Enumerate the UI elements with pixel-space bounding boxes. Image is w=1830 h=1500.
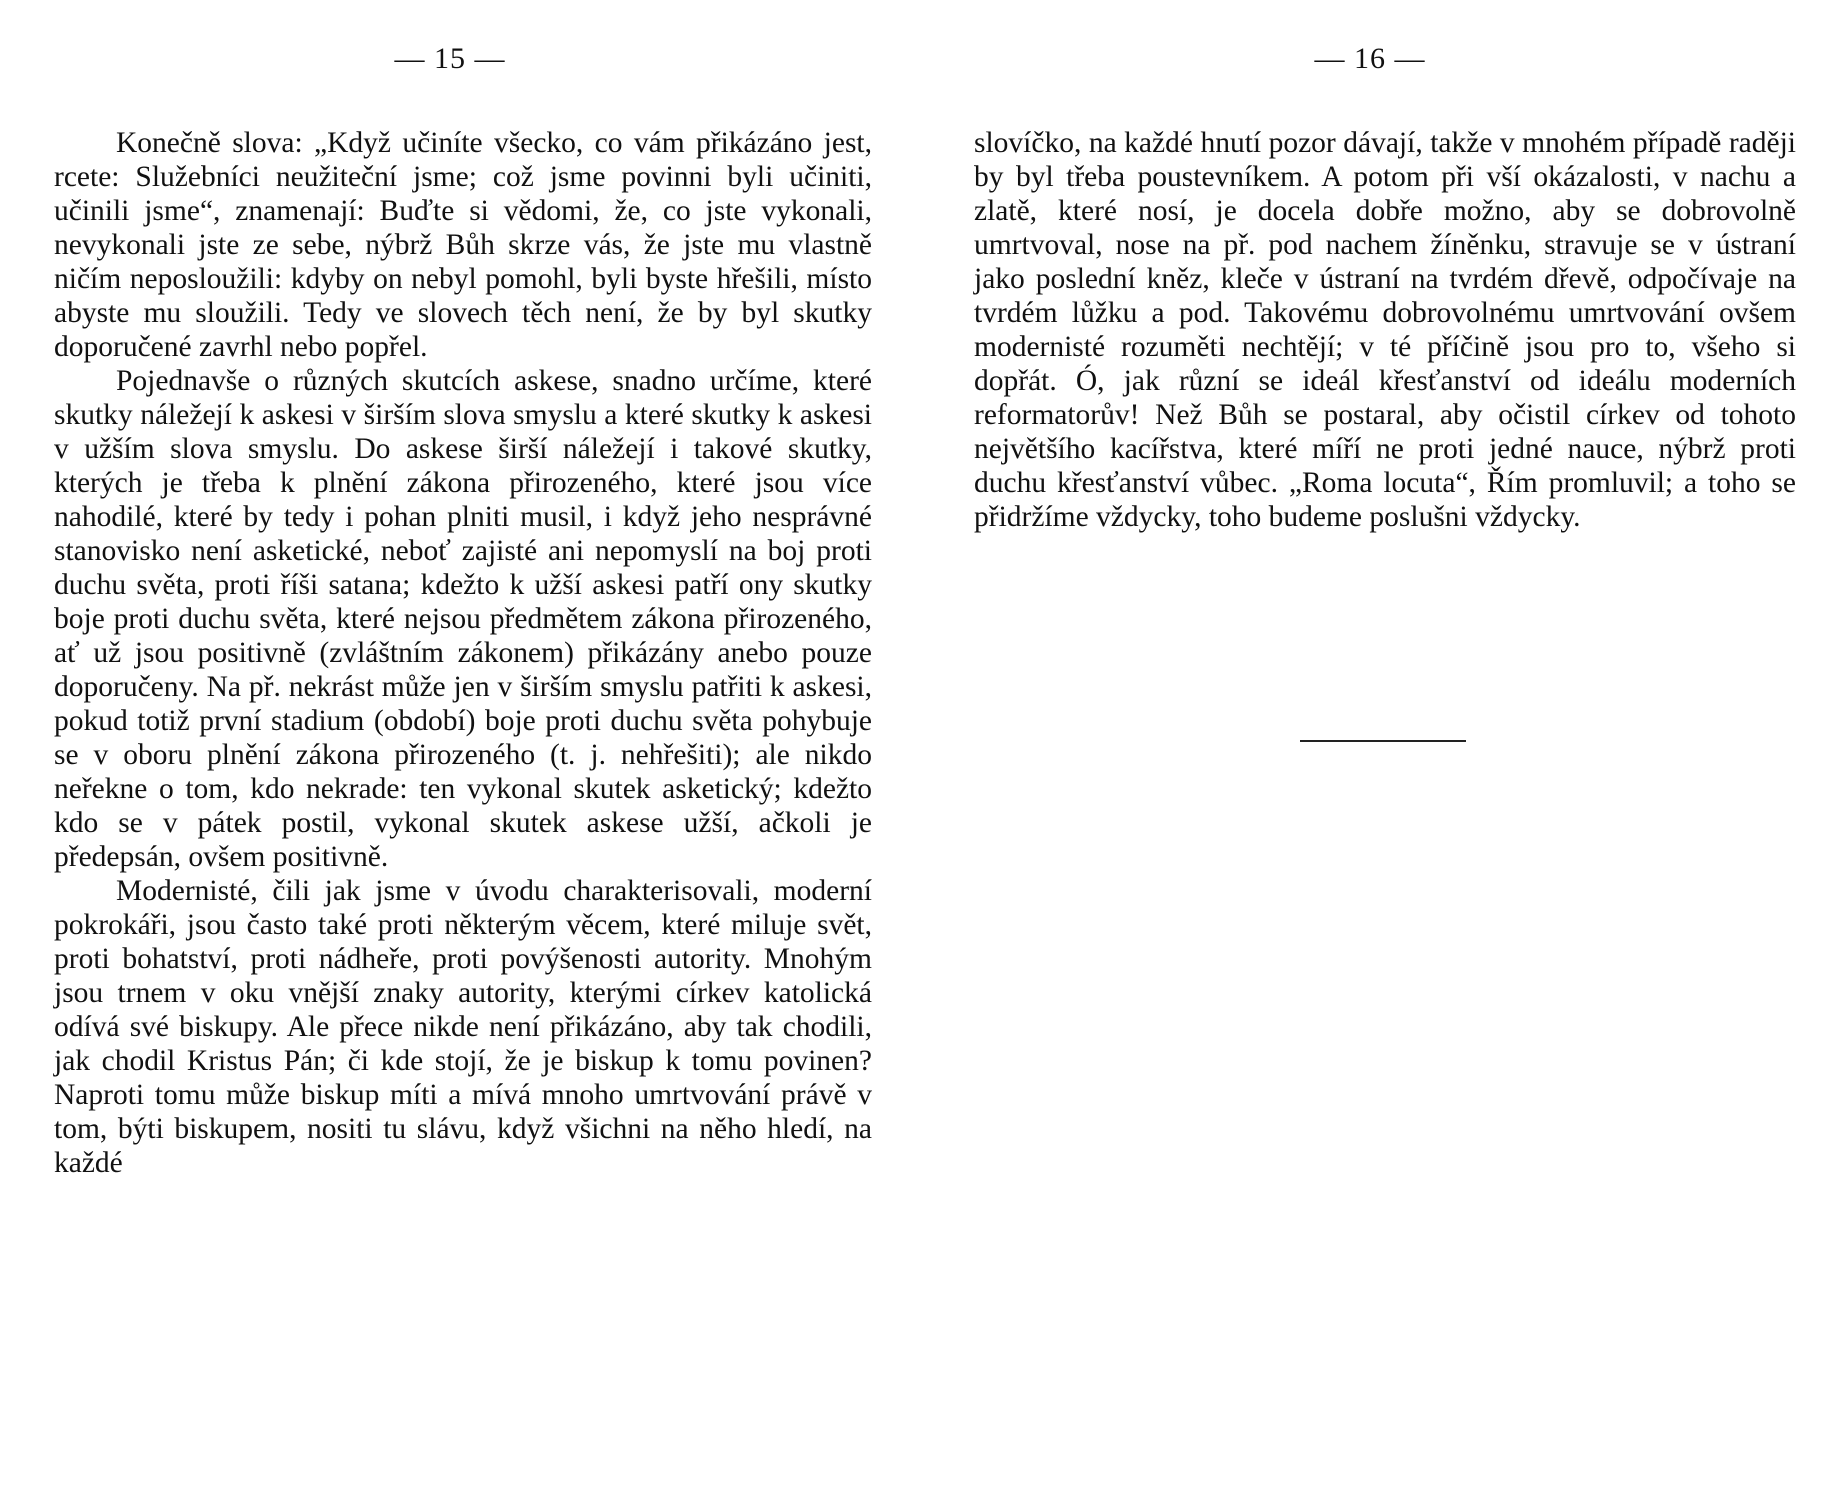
paragraph: Konečně slova: „Když učiníte všecko, co vám přikázáno jest, rcete: Služebníci neužiteční jsme; což jsme povinni byli učiniti, učinili jsme“, znamenají: Buďte si vědomi, že, co jste vykonali, nevykonali jste ze sebe, nýbrž Bůh skrze vás, že jste mu vlastně ničím neposloužili: kdyby on nebyl pomohl, byli byste hřešili, místo abyste mu sloužili. Tedy ve slovech těch není, že by byl skutky doporučené zavrhl nebo popřel. (54, 127, 872, 363)
paragraph: slovíčko, na každé hnutí pozor dávají, takže v mnohém případě raději by byl třeba poustevníkem. A potom při vší okázalosti, v nachu a zlatě, které nosí, je docela dobře možno, aby se dobrovolně umrtvoval, nose na př. pod nachem žíněnku, stravuje se v ústraní jako poslední kněz, kleče v ústraní na tvrdém dřevě, odpočívaje na tvrdém lůžku a pod. Takovému dobrovolnému umrtvování ovšem modernisté rozuměti nechtějí; v té příčině jsou pro to, všeho si dopřát. Ó, jak různí se ideál křesťanství od ideálu moderních reformatorův! Než Bůh se postaral, aby očistil církev od tohoto největšího kacířstva, které míří ne proti jedné nauce, nýbrž proti duchu křesťanství vůbec. „Roma locuta“, Řím promluvil; a toho se přidržíme vždycky, toho budeme poslušni vždycky. (974, 127, 1796, 533)
paragraph: Pojednavše o různých skutcích askese, snadno určíme, které skutky náležejí k askesi v širším slova smyslu a které skutky k askesi v užším slova smyslu. Do askese širší náležejí i takové skutky, kterých je třeba k plnění zákona přirozeného, které jsou více nahodilé, které by tedy i pohan plniti musil, i když jeho nesprávné stanovisko není asketické, neboť zajisté ani nepomyslí na boj proti duchu světa, proti říši satana; kdežto k užší askesi patří ony skutky boje proti duchu světa, které nejsou předmětem zákona přirozeného, ať už jsou positivně (zvláštním zákonem) přikázány anebo pouze doporučeny. Na př. nekrást může jen v širším smyslu patřiti k askesi, pokud totiž první stadium (období) boje proti duchu světa pohybuje se v oboru plnění zákona přirozeného (t. j. nehřešiti); ale nikdo neřekne o tom, kdo nekrade: ten vykonal skutek asketický; kdežto kdo se v pátek postil, vykonal skutek askese užší, ačkoli je předepsán, ovšem positivně. (54, 365, 872, 873)
section-end-rule (1300, 740, 1466, 742)
page-number-right: — 16 — (1314, 42, 1426, 75)
right-page-text (974, 126, 1796, 534)
right-page (974, 0, 1794, 1500)
page-number-left: — 15 — (394, 42, 506, 75)
paragraph: Modernisté, čili jak jsme v úvodu charakterisovali, moderní pokrokáři, jsou často také proti některým věcem, které miluje svět, proti bohatství, proti nádheře, proti povýšenosti autority. Mnohým jsou trnem v oku vnější znaky autority, kterými církev katolická odívá své biskupy. Ale přece nikde není přikázáno, aby tak chodili, jak chodil Kristus Pán; či kde stojí, že je biskup k tomu povinen? Naproti tomu může biskup míti a mívá mnoho umrtvování právě v tom, býti biskupem, nositi tu slávu, když všichni na něho hledí, na každé (54, 875, 872, 1179)
left-page (54, 0, 874, 1500)
left-page-text (54, 126, 872, 1180)
